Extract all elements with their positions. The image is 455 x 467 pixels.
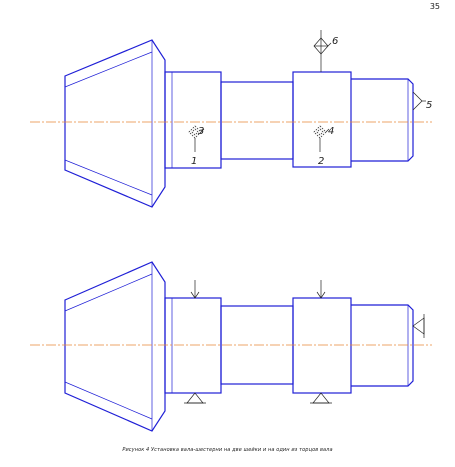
top-shaft-drawing [30,30,432,207]
label-3: 3 [198,126,205,137]
label-4: 4 [328,126,335,137]
bottom-end-shank [351,305,413,386]
label-5: 5 [426,100,433,111]
bottom-right-journal [293,298,351,393]
top-end-face-symbol [413,92,426,110]
bottom-gear-tooth-line-2 [65,382,152,419]
label-2: 2 [318,156,325,167]
top-radial-symbol [314,30,331,72]
label-1: 1 [191,156,198,167]
figure-caption: Рисунок 4 Установка вала-шестерни на две шейки и на один из торцов вала [122,447,333,453]
top-middle-neck [221,82,293,159]
page-number: 35 [429,2,440,11]
top-gear-cone [65,40,165,207]
label-6: 6 [332,36,339,47]
top-end-shank [351,79,413,161]
bottom-shaft-drawing [30,262,432,431]
bottom-left-support-symbol [184,393,206,403]
top-gear-tooth-line-2 [65,160,152,195]
top-double-support-right-symbol [314,126,329,152]
bottom-gear-tooth-line [65,274,152,311]
top-left-journal [165,72,221,168]
bottom-end-face-support-symbol [413,314,424,338]
bottom-right-clamp-arrow [317,280,325,298]
bottom-gear-cone [65,262,165,431]
bottom-left-journal [165,298,221,393]
top-gear-tooth-line [65,52,152,87]
top-right-journal [293,72,351,167]
bottom-left-clamp-arrow [191,280,199,298]
bottom-right-support-symbol [310,393,332,403]
